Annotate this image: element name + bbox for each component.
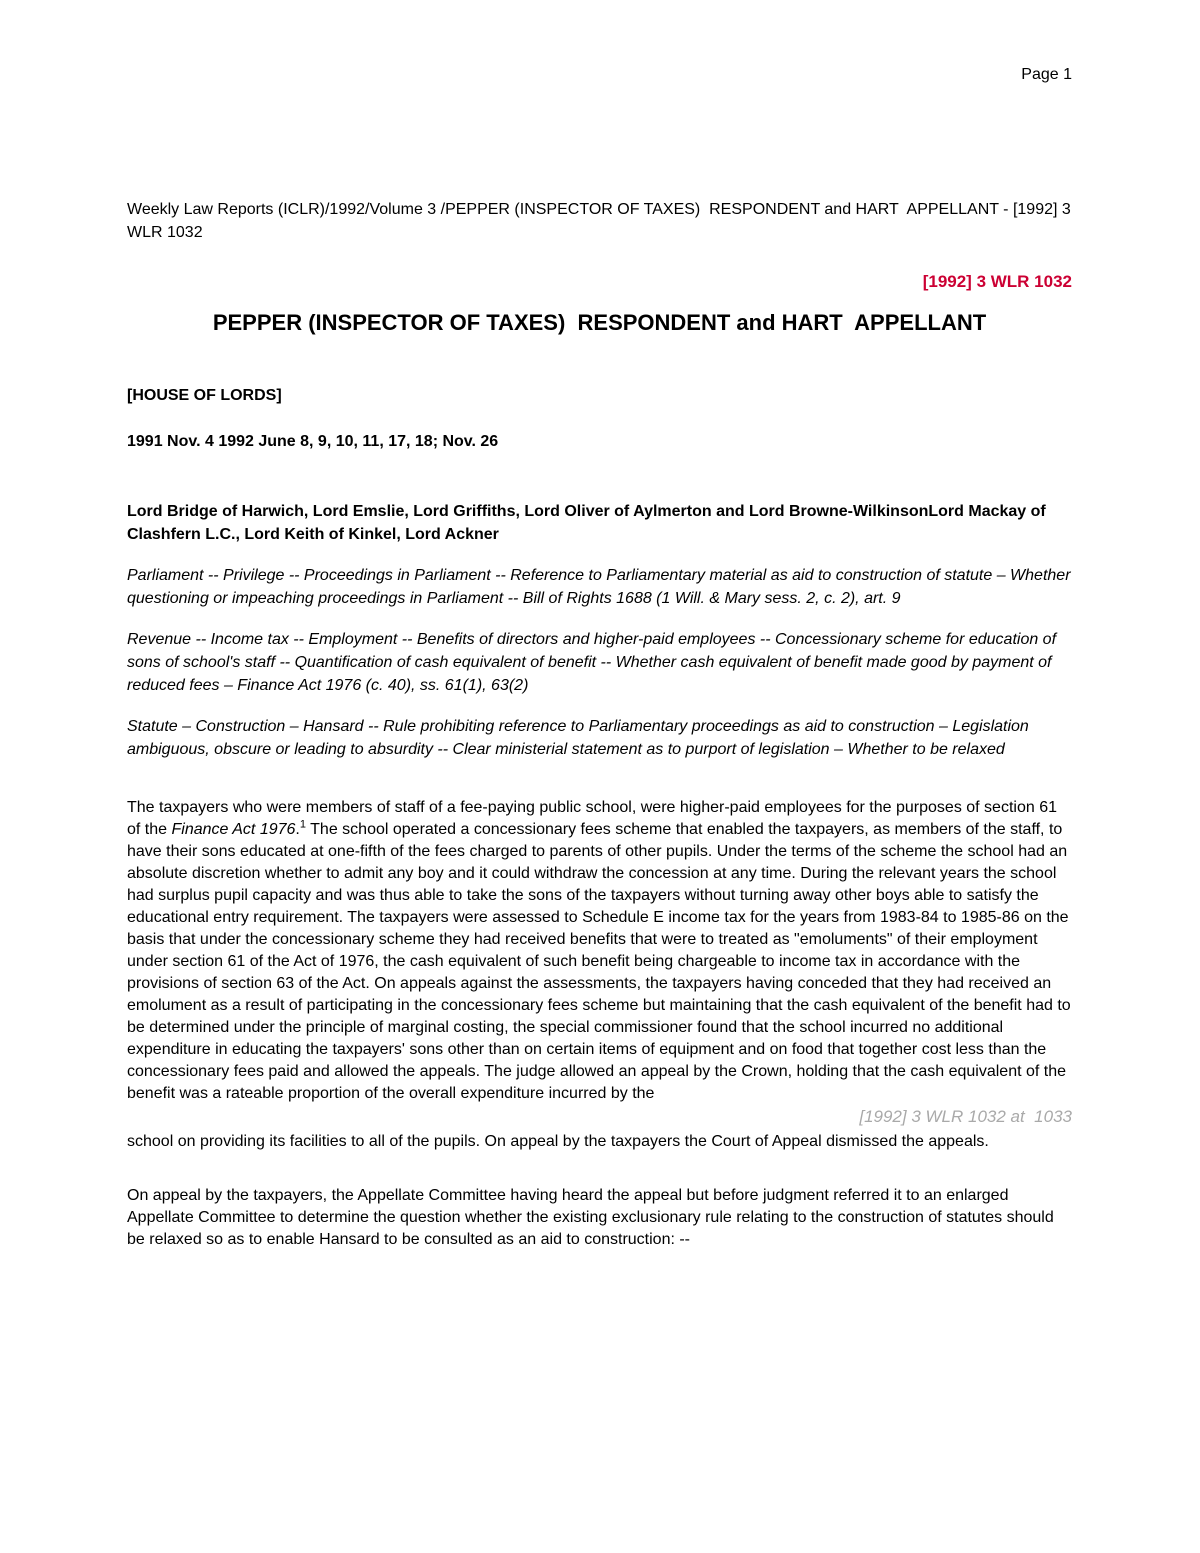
document-content (127, 198, 1076, 1251)
court-name: [HOUSE OF LORDS] (127, 387, 282, 404)
report-citation: [1992] 3 WLR 1032 (922, 272, 1072, 291)
case-title: PEPPER (INSPECTOR OF TAXES) RESPONDENT and HART APPELLANT (212, 310, 987, 335)
headnote-paragraph-1: The taxpayers who were members of staff of a fee-paying public school, were higher-paid employees for the purposes of section 61 of the Finance Act 1976.$^1$ The school operated a concessionary fees scheme that enabled the taxpayers, as members of the staff, to have their sons educated at one-fifth of the fees charged to parents of other pupils. Under the terms of the scheme the school had an absolute discretion whether to admit any boy and it could withdraw the concession at any time. During the relevant years the school had surplus pupil capacity and was thus able to take the sons of the taxpayers without turning away other boys able to satisfy the educational entry requirement. The taxpayers were assessed to Schedule E income tax for the years from 1983-84 to 1985-86 on the basis that under the concessionary scheme they had received benefits that were to treated as "emoluments" of their employment under section 61 of the Act of 1976, the cash equivalent of such benefit being chargeable to income tax in accordance with the provisions of section 63 of the Act. On appeals against the assessments, the taxpayers having conceded that they had received an emolument as a result of participating in the concessionary fees scheme but maintaining that the cash equivalent of the benefit had to be determined under the principle of marginal costing, the special commissioner found that the school incurred no additional expenditure in educating the taxpayers' sons other than on certain items of equipment and on food that together cost less than the concessionary fees paid and allowed the appeals. The judge allowed an appeal by the Crown, holding that the cash equivalent of the benefit was a rateable proportion of the overall expenditure incurred by the (127, 799, 1076, 1102)
page-break-citation: [1992] 3 WLR 1032 at 1033 (859, 1107, 1072, 1126)
source-citation-line: Weekly Law Reports (ICLR)/1992/Volume 3 /PEPPER (INSPECTOR OF TAXES) RESPONDENT and HART APPELLANT - [1992] 3 WLR 1032 (127, 201, 1076, 241)
catchwords-parliament: Parliament -- Privilege -- Proceedings in Parliament -- Reference to Parliamentary material as aid to construction of statute – Whether questioning or impeaching proceedings in Parliament -- Bill of Rights 1688 (1 Will. & Mary sess. 2, c. 2), art. 9 (127, 567, 1075, 607)
headnote-paragraph-3: On appeal by the taxpayers, the Appellate Committee having heard the appeal but before judgment referred it to an enlarged Appellate Committee to determine the question whether the existing exclusionary rule relating to the construction of statutes should be relaxed so as to enable Hansard to be consulted as an aid to construction: -- (127, 1187, 1059, 1248)
catchwords-statute: Statute – Construction – Hansard -- Rule prohibiting reference to Parliamentary proceedings as aid to construction – Legislation ambiguous, obscure or leading to absurdity -- Clear ministerial statement as to purport of legislation – Whether to be relaxed (127, 718, 1034, 758)
judges-list: Lord Bridge of Harwich, Lord Emslie, Lord Griffiths, Lord Oliver of Aylmerton and Lord Browne-WilkinsonLord Mackay of Clashfern L.C., Lord Keith of Kinkel, Lord Ackner (127, 503, 1051, 543)
page-number: Page 1 (1021, 66, 1072, 83)
catchwords-revenue: Revenue -- Income tax -- Employment -- Benefits of directors and higher-paid employees -- Concessionary scheme for education of sons of school's staff -- Quantification of cash equivalent of benefit -- Whether cash equivalent of benefit made good by payment of reduced fees – Finance Act 1976 (c. 40), ss. 61(1), 63(2) (127, 631, 1061, 694)
headnote-paragraph-2: school on providing its facilities to all of the pupils. On appeal by the taxpayers the Court of Appeal dismissed the appeals. (127, 1133, 989, 1150)
hearing-dates: 1991 Nov. 4 1992 June 8, 9, 10, 11, 17, 18; Nov. 26 (127, 433, 499, 450)
